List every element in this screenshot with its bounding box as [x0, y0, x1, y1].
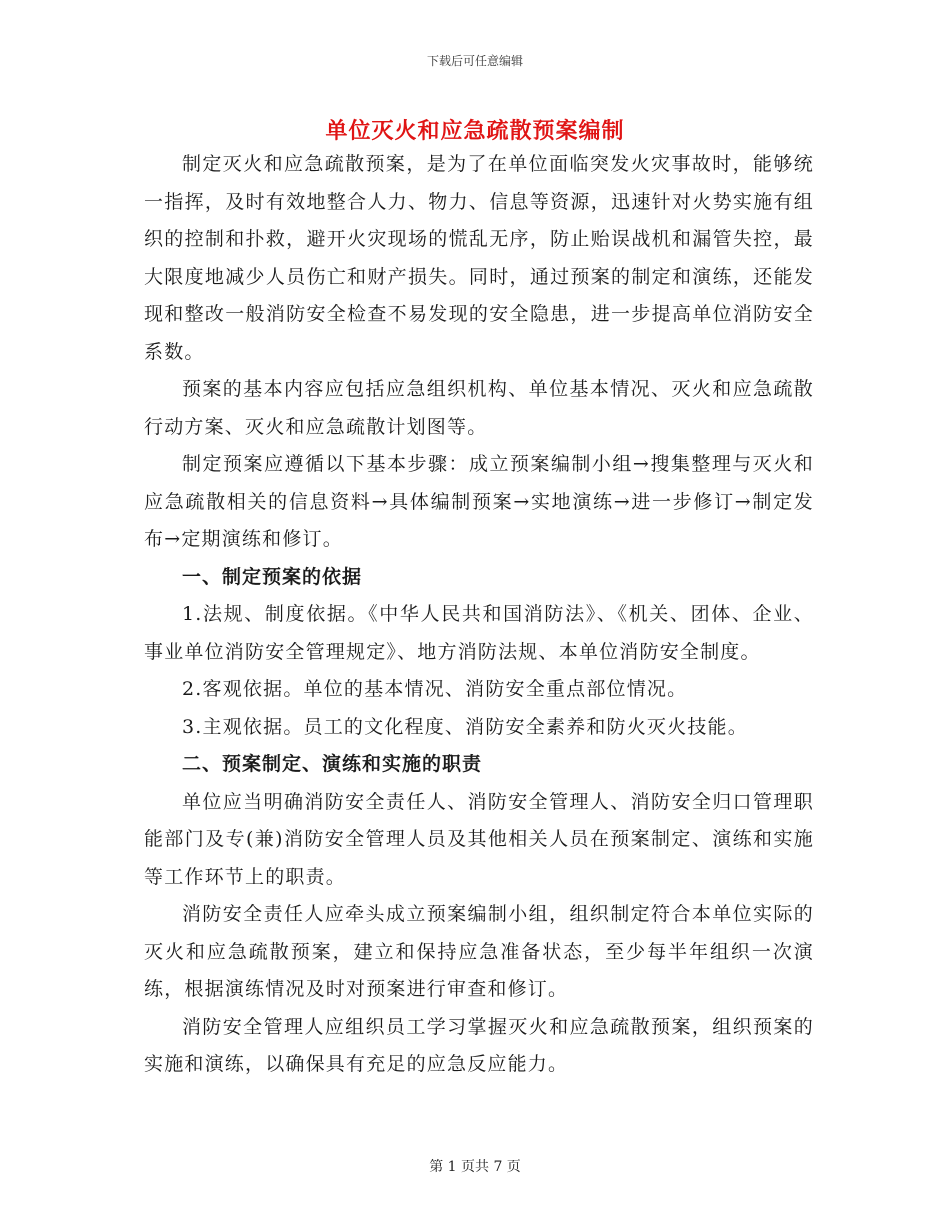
duties-paragraph-2: 消防安全责任人应牵头成立预案编制小组，组织制定符合本单位实际的灭火和应急疏散预案，建立和保持应急准备状态，至少每半年组织一次演练，根据演练情况及时对预案进行审查和修订。 — [144, 903, 814, 1000]
steps-paragraph: 制定预案应遵循以下基本步骤：成立预案编制小组→搜集整理与灭火和应急疏散相关的信息资料→具体编制预案→实地演练→进一步修订→制定发布→定期演练和修订。 — [144, 453, 814, 550]
content-paragraph: 预案的基本内容应包括应急组织机构、单位基本情况、灭火和应急疏散行动方案、灭火和应急疏散计划图等。 — [144, 378, 814, 438]
duties-paragraph-1: 单位应当明确消防安全责任人、消防安全管理人、消防安全归口管理职能部门及专(兼)消防安全管理人员及其他相关人员在预案制定、演练和实施等工作环节上的职责。 — [144, 790, 814, 888]
duties-paragraph-3: 消防安全管理人应组织员工学习掌握灭火和应急疏散预案，组织预案的实施和演练，以确保具有充足的应急反应能力。 — [144, 1015, 814, 1075]
page-footer: 第 1 页共 7 页 — [429, 1159, 521, 1175]
header-note: 下载后可任意编辑 — [426, 54, 523, 68]
document-body — [144, 146, 814, 1084]
section-heading-duties: 二、预案制定、演练和实施的职责 — [182, 753, 483, 775]
intro-paragraph: 制定灭火和应急疏散预案，是为了在单位面临突发火灾事故时，能够统一指挥，及时有效地整合人力、物力、信息等资源，迅速针对火势实施有组织的控制和扑救，避开火灾现场的慌乱无序，防止贻误战机和漏管失控，最大限度地减少人员伤亡和财产损失。同时，通过预案的制定和演练，还能发现和整改一般消防安全检查不易发现的安全隐患，进一步提高单位消防安全系数。 — [144, 153, 814, 363]
basis-item-3: 3.主观依据。员工的文化程度、消防安全素养和防火灭火技能。 — [182, 715, 748, 738]
basis-item-1: 1.法规、制度依据。《中华人民共和国消防法》、《机关、团体、企业、事业单位消防安全管理规定》、地方消防法规、本单位消防安全制度。 — [144, 603, 814, 663]
document-title: 单位灭火和应急疏散预案编制 — [325, 119, 625, 144]
basis-item-2: 2.客观依据。单位的基本情况、消防安全重点部位情况。 — [182, 678, 688, 700]
section-heading-basis: 一、制定预案的依据 — [182, 565, 363, 588]
